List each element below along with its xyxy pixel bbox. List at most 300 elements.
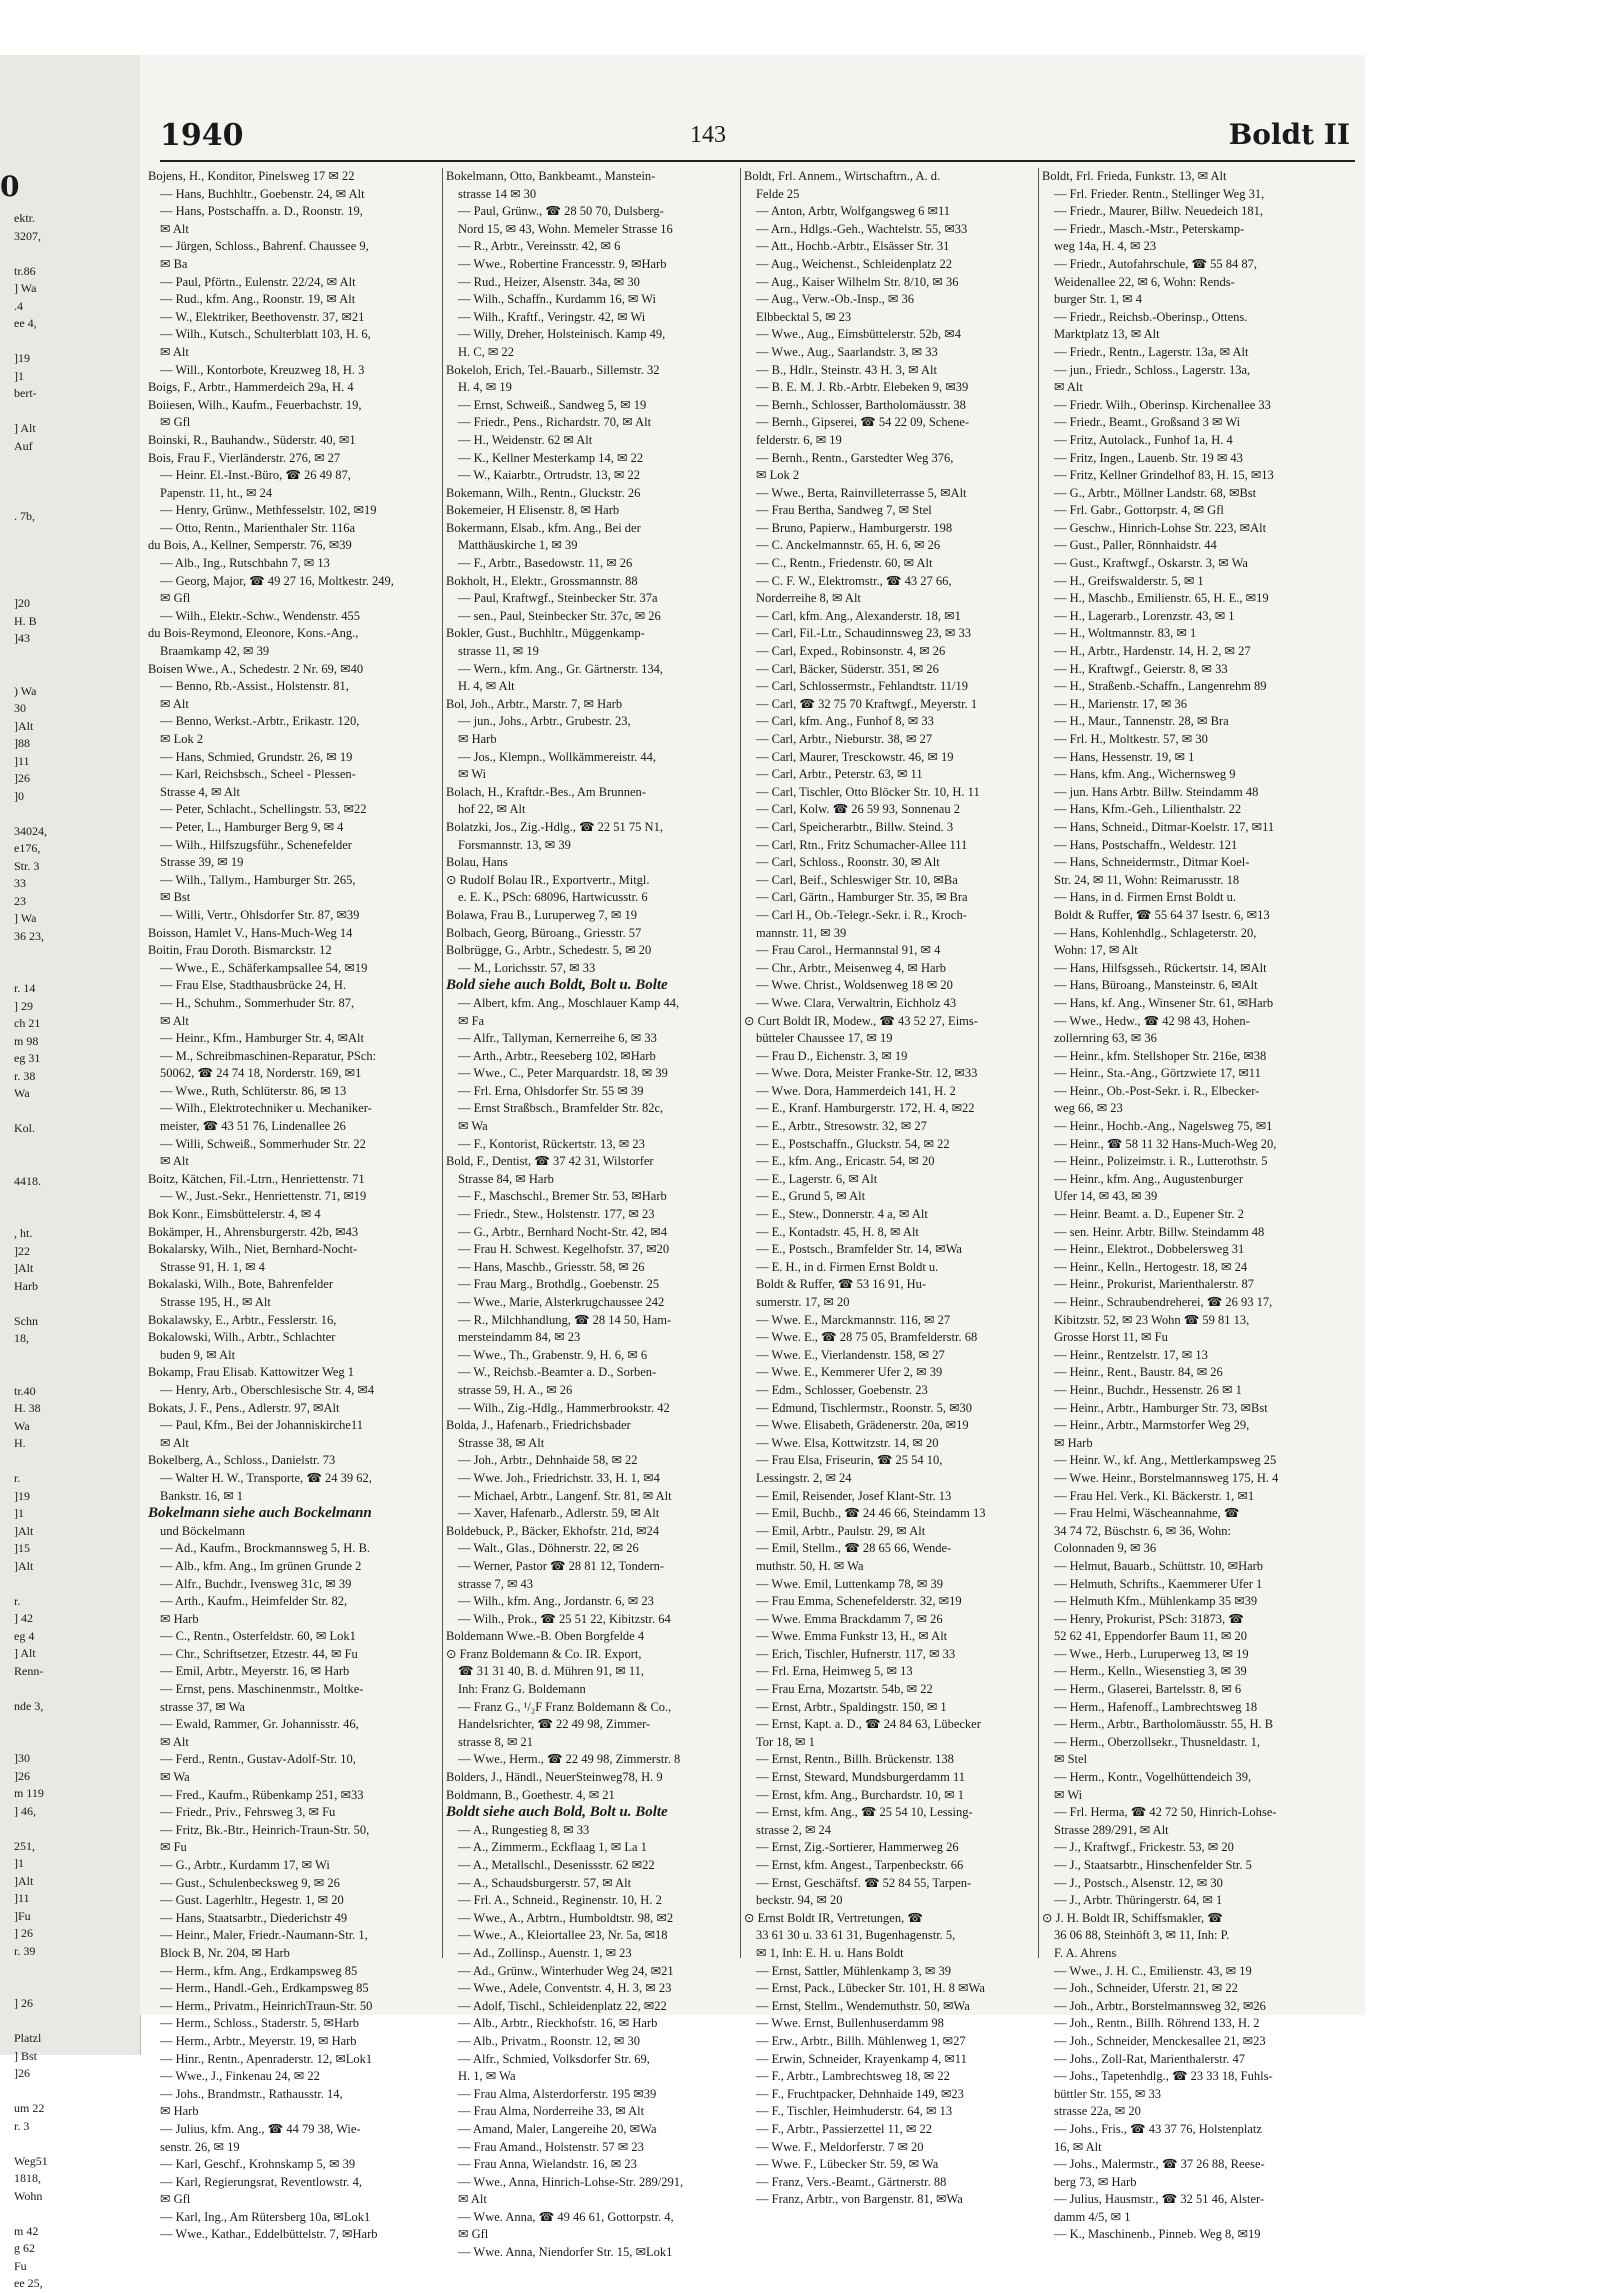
directory-entry: Boldmann, B., Goethestr. 4, ✉ 21 xyxy=(446,1787,615,1802)
directory-entry: — Edm., Schlosser, Goebenstr. 23 xyxy=(756,1382,928,1397)
directory-entry: — Herm., Arbtr., Bartholomäusstr. 55, H. B xyxy=(1054,1717,1274,1732)
directory-entry: — Heinr., Rent., Baustr. 84, ✉ 26 xyxy=(1054,1365,1223,1380)
directory-entry: Bok Konr., Eimsbüttelerstr. 4, ✉ 4 xyxy=(148,1207,321,1222)
directory-entry: — Wilh., Prok., ☎ 25 51 22, Kibitzstr. 64 xyxy=(458,1611,671,1626)
directory-entry: — Bruno, Papierw., Hamburgerstr. 198 xyxy=(756,520,953,535)
directory-entry: Forsmannstr. 13, ✉ 39 xyxy=(458,837,571,852)
directory-entry: — Wwe. Dora, Meister Franke-Str. 12, ✉33 xyxy=(756,1066,978,1081)
directory-entry: — Alfr., Tallyman, Kernerreihe 6, ✉ 33 xyxy=(458,1031,657,1046)
directory-entry: — Frl. A., Schneid., Reginenstr. 10, H. 2 xyxy=(458,1893,662,1908)
directory-entry: — Carl, Fil.-Ltr., Schaudinnsweg 23, ✉ 33 xyxy=(756,626,971,641)
directory-entry: — Emil, Reisender, Josef Klant-Str. 13 xyxy=(756,1488,952,1503)
header-rule xyxy=(160,160,1355,162)
directory-entry: — Hans, kfm. Ang., Wichernsweg 9 xyxy=(1054,767,1236,782)
directory-entry: ✉ Harb xyxy=(160,2104,199,2119)
directory-entry: ⊙ Curt Boldt IR, Modew., ☎ 43 52 27, Eims- xyxy=(744,1013,978,1028)
directory-entry: Bojens, H., Konditor, Pinelsweg 17 ✉ 22 xyxy=(148,169,355,183)
directory-entry: strasse 14 ✉ 30 xyxy=(458,186,537,201)
directory-entry: Bolach, H., Kraftdr.-Bes., Am Brunnen- xyxy=(446,784,646,799)
directory-entry: — Hinr., Rentn., Apenraderstr. 12, ✉Lok1 xyxy=(160,2051,373,2066)
directory-entry: — Wwe. E., Marckmannstr. 116, ✉ 27 xyxy=(756,1312,951,1327)
directory-entry: — Hans, Schneid., Ditmar-Koelstr. 17, ✉11 xyxy=(1054,819,1275,834)
directory-entry: — Friedr., Autofahrschule, ☎ 55 84 87, xyxy=(1054,256,1258,271)
directory-entry: — Fritz, Bk.-Btr., Heinrich-Traun-Str. 50, xyxy=(160,1822,370,1837)
directory-entry: — Ewald, Rammer, Gr. Johannisstr. 46, xyxy=(160,1717,359,1732)
directory-entry: — Heinr., kfm. Stellshoper Str. 216e, ✉38 xyxy=(1054,1048,1267,1063)
directory-entry: Bolatzki, Jos., Zig.-Hdlg., ☎ 22 51 75 N1, xyxy=(446,819,663,834)
directory-entry: — Carl, Arbtr., Nieburstr. 38, ✉ 27 xyxy=(756,732,933,746)
directory-entry: — Ernst, Sattler, Mühlenkamp 3, ✉ 39 xyxy=(756,1963,952,1978)
directory-entry: H. 4, ✉ Alt xyxy=(458,679,515,694)
directory-entry: — Carl, Maurer, Tresckowstr. 46, ✉ 19 xyxy=(756,749,954,764)
header-year: 1940 xyxy=(160,118,244,153)
directory-entry: — Erw., Arbtr., Billh. Mühlenweg 1, ✉27 xyxy=(756,2033,966,2048)
directory-entry: — Albert, kfm. Ang., Moschlauer Kamp 44, xyxy=(458,995,680,1010)
directory-entry: — Carl, ☎ 32 75 70 Kraftwgf., Meyerstr. 1 xyxy=(756,696,978,711)
directory-entry: Bokelmann, Otto, Bankbeamt., Manstein- xyxy=(446,169,656,183)
directory-entry: Bankstr. 16, ✉ 1 xyxy=(160,1488,244,1503)
directory-entry: — Wilh., Elektr.-Schw., Wendenstr. 455 xyxy=(160,608,360,623)
directory-entry: Block B, Nr. 204, ✉ Harb xyxy=(160,1945,290,1960)
directory-entry: Boigs, F., Arbtr., Hammerdeich 29a, H. 4 xyxy=(148,380,354,395)
directory-entry: — Wwe., Marie, Alsterkrugchaussee 242 xyxy=(458,1295,665,1309)
header-running-name: Boldt II xyxy=(1228,118,1350,151)
page-header xyxy=(160,118,1350,158)
directory-entry: — Herm., Arbtr., Meyerstr. 19, ✉ Harb xyxy=(160,2033,357,2048)
directory-entry: — Heinr., Maler, Friedr.-Naumann-Str. 1, xyxy=(160,1928,368,1943)
directory-entry: — Wwe., A., Kleiortallee 23, Nr. 5a, ✉18 xyxy=(458,1928,668,1943)
directory-entry: 16, ✉ Alt xyxy=(1054,2139,1102,2154)
cross-reference-heading: Bold siehe auch Boldt, Bolt u. Bolte xyxy=(446,977,668,994)
directory-entry: — G., Arbtr., Möllner Landstr. 68, ✉Bst xyxy=(1054,485,1257,500)
directory-entry: ✉ Lok 2 xyxy=(160,732,204,746)
directory-entry: — Anton, Arbtr, Wolfgangsweg 6 ✉11 xyxy=(756,204,951,219)
directory-entry: — H., Maur., Tannenstr. 28, ✉ Bra xyxy=(1054,714,1229,729)
directory-entry: — Joh., Arbtr., Dehnhaide 58, ✉ 22 xyxy=(458,1453,638,1468)
directory-entry: ✉ Wi xyxy=(1054,1787,1083,1802)
directory-entry: ✉ Alt xyxy=(160,696,189,711)
directory-entry: — Fritz, Ingen., Lauenb. Str. 19 ✉ 43 xyxy=(1054,450,1243,465)
directory-entry: — Frl. Erna, Heimweg 5, ✉ 13 xyxy=(756,1664,913,1679)
directory-entry: — Frl. Frieder. Rentn., Stellinger Weg 31, xyxy=(1054,186,1265,201)
directory-entry: — Carl, Exped., Robinsonstr. 4, ✉ 26 xyxy=(756,644,946,659)
directory-entry: berg 73, ✉ Harb xyxy=(1054,2174,1137,2189)
directory-entry: Bokalaski, Wilh., Bote, Bahrenfelder xyxy=(148,1277,333,1292)
directory-entry: — Hans, Schneidermstr., Ditmar Koel- xyxy=(1054,855,1250,870)
directory-entry: — Frau Alma, Alsterdorferstr. 195 ✉39 xyxy=(458,2086,657,2101)
directory-entry: weg 66, ✉ 23 xyxy=(1054,1101,1123,1116)
directory-entry: Boldemann Wwe.-B. Oben Borgfelde 4 xyxy=(446,1629,645,1644)
directory-entry: — F., Arbtr., Basedowstr. 11, ✉ 26 xyxy=(458,556,633,571)
directory-entry: — Carl, Arbtr., Peterstr. 63, ✉ 11 xyxy=(756,767,923,782)
directory-entry: Braamkamp 42, ✉ 39 xyxy=(160,644,270,659)
directory-entry: — Frau Anna, Wielandstr. 16, ✉ 23 xyxy=(458,2157,637,2172)
directory-entry: — Alb., Arbtr., Rieckhofstr. 16, ✉ Harb xyxy=(458,2016,658,2031)
directory-entry: — Ernst, pens. Maschinenmstr., Moltke- xyxy=(160,1682,364,1697)
directory-entry: — C., Rentn., Osterfeldstr. 60, ✉ Lok1 xyxy=(160,1629,356,1644)
directory-entry: — Franz G., ¹/₂F Franz Boldemann & Co., xyxy=(458,1699,672,1714)
directory-entry: — Friedr., Maurer, Billw. Neuedeich 181, xyxy=(1054,204,1264,219)
directory-entry: — Frl. H., Moltkestr. 57, ✉ 30 xyxy=(1054,732,1208,746)
directory-entry: — Wilh., Tallym., Hamburger Str. 265, xyxy=(160,872,356,887)
directory-entry: — Frau Carol., Hermannstal 91, ✉ 4 xyxy=(756,943,941,958)
directory-entry: — Heinr., Hochb.-Ang., Nagelsweg 75, ✉1 xyxy=(1054,1119,1273,1134)
directory-entry: — H., Straßenb.-Schaffn., Langenrehm 89 xyxy=(1054,679,1267,694)
directory-entry: ✉ Alt xyxy=(160,221,189,236)
directory-entry: — Wwe. Ernst, Bullenhuserdamm 98 xyxy=(756,2016,944,2031)
directory-entry: — Karl, Ing., Am Rütersberg 10a, ✉Lok1 xyxy=(160,2209,371,2224)
directory-entry: ✉ Alt xyxy=(1054,380,1083,395)
directory-entry: — Heinr., Polizeimstr. i. R., Lutterothstr. 5 xyxy=(1054,1154,1268,1169)
directory-entry: — Ernst, Kapt. a. D., ☎ 24 84 63, Lübecker xyxy=(756,1717,981,1732)
directory-entry: — Franz, Vers.-Beamt., Gärtnerstr. 88 xyxy=(756,2174,947,2189)
directory-entry: — Frl. Herma, ☎ 42 72 50, Hinrich-Lohse- xyxy=(1054,1805,1277,1820)
directory-entry: — H., Weidenstr. 62 ✉ Alt xyxy=(458,432,593,447)
directory-entry: — Chr., Arbtr., Meisenweg 4, ✉ Harb xyxy=(756,960,946,975)
directory-entry: — E., Arbtr., Stresowstr. 32, ✉ 27 xyxy=(756,1119,927,1134)
directory-entry: — H., Marienstr. 17, ✉ 36 xyxy=(1054,696,1188,711)
directory-entry: — Wwe., Aug., Saarlandstr. 3, ✉ 33 xyxy=(756,344,938,359)
directory-entry: — Wwe., Adele, Conventstr. 4, H. 3, ✉ 23 xyxy=(458,1981,672,1996)
directory-entry: — Ernst, Arbtr., Spaldingstr. 150, ✉ 1 xyxy=(756,1699,947,1714)
directory-entry: Kibitzstr. 52, ✉ 23 Wohn ☎ 59 81 13, xyxy=(1054,1312,1250,1327)
directory-entry: — Frau Amand., Holstenstr. 57 ✉ 23 xyxy=(458,2139,644,2154)
directory-entry: — Walt., Glas., Döhnerstr. 22, ✉ 26 xyxy=(458,1541,639,1556)
directory-entry: Strasse 84, ✉ Harb xyxy=(458,1171,554,1186)
directory-entry: — Wwe., Robertine Francesstr. 9, ✉Harb xyxy=(458,256,667,271)
directory-entry: Lessingstr. 2, ✉ 24 xyxy=(756,1470,852,1485)
directory-entry: ⊙ J. H. Boldt IR, Schiffsmakler, ☎ xyxy=(1042,1910,1223,1925)
directory-entry: — Willy, Dreher, Holsteinisch. Kamp 49, xyxy=(458,327,666,342)
directory-entry: — Heinr., Ob.-Post-Sekr. i. R., Elbecker- xyxy=(1054,1083,1260,1098)
directory-entry: — Hans, Staatsarbtr., Diederichstr 49 xyxy=(160,1910,348,1925)
directory-entry: ⊙ Rudolf Bolau IR., Exportvertr., Mitgl. xyxy=(446,872,650,887)
directory-entry: ✉ Alt xyxy=(160,1013,189,1028)
directory-entry: — Xaver, Hafenarb., Adlerstr. 59, ✉ Alt xyxy=(458,1506,660,1521)
directory-entry: — Paul, Pförtn., Eulenstr. 22/24, ✉ Alt xyxy=(160,274,356,289)
directory-entry: Matthäuskirche 1, ✉ 39 xyxy=(458,538,578,553)
directory-entry: ✉ Gfl xyxy=(160,2192,191,2207)
directory-entry: Boldt, Frl. Annem., Wirtschaftrn., A. d. xyxy=(744,169,941,183)
directory-entry: — Friedr., Priv., Fehrsweg 3, ✉ Fu xyxy=(160,1805,336,1820)
directory-entry: — Alb., Privatm., Roonstr. 12, ✉ 30 xyxy=(458,2033,641,2048)
directory-entry: — jun. Hans Arbtr. Billw. Steindamm 48 xyxy=(1054,784,1259,799)
directory-entry: — Carl, Rtn., Fritz Schumacher-Allee 111 xyxy=(756,837,968,852)
directory-entry: — Joh., Arbtr., Borstelmannsweg 32, ✉26 xyxy=(1054,1998,1266,2013)
directory-entry: felderstr. 6, ✉ 19 xyxy=(756,432,842,447)
directory-entry: — Ad., Grünw., Winterhuder Weg 24, ✉21 xyxy=(458,1963,674,1978)
directory-entry: — H., Woltmannstr. 83, ✉ 1 xyxy=(1054,626,1197,641)
directory-entry: Handelsrichter, ☎ 22 49 98, Zimmer- xyxy=(458,1717,651,1732)
directory-entry: damm 4/5, ✉ 1 xyxy=(1054,2209,1131,2224)
directory-entry: buden 9, ✉ Alt xyxy=(160,1347,236,1362)
directory-entry: — F., Fruchtpacker, Dehnhaide 149, ✉23 xyxy=(756,2086,964,2101)
directory-entry: — Ernst Straßbsch., Bramfelder Str. 82c, xyxy=(458,1101,664,1116)
directory-entry: — Willi, Schweiß., Sommerhuder Str. 22 xyxy=(160,1136,366,1151)
directory-entry: — Amand, Maler, Langereihe 20, ✉Wa xyxy=(458,2121,657,2136)
directory-entry: — H., Kraftwgf., Geierstr. 8, ✉ 33 xyxy=(1054,661,1228,676)
directory-entry: — Wilh., Kraftf., Veringstr. 42, ✉ Wi xyxy=(458,309,646,324)
directory-entry: — Aug., Kaiser Wilhelm Str. 8/10, ✉ 36 xyxy=(756,274,959,289)
directory-entry: — Ernst, Schweiß., Sandweg 5, ✉ 19 xyxy=(458,397,647,412)
directory-entry: Bois, Frau F., Vierländerstr. 276, ✉ 27 xyxy=(148,450,341,465)
directory-entry: ✉ Alt xyxy=(160,1154,189,1169)
directory-entry: — Heinr., Arbtr., Marmstorfer Weg 29, xyxy=(1054,1418,1250,1433)
directory-entry: — F., Kontorist, Rückertstr. 13, ✉ 23 xyxy=(458,1136,645,1151)
directory-entry: — Heinr. Beamt. a. D., Eupener Str. 2 xyxy=(1054,1207,1244,1222)
directory-entry: — Frau Erna, Mozartstr. 54b, ✉ 22 xyxy=(756,1682,933,1697)
directory-entry: — Hans, Hessenstr. 19, ✉ 1 xyxy=(1054,749,1195,764)
directory-entry: — Benno, Werkst.-Arbtr., Erikastr. 120, xyxy=(160,714,360,729)
directory-entry: Bolbrügge, G., Arbtr., Schedestr. 5, ✉ 20 xyxy=(446,943,652,958)
directory-entry: Bokeloh, Erich, Tel.-Bauarb., Sillemstr. 32 xyxy=(446,362,660,377)
directory-entry: — Wwe., J., Finkenau 24, ✉ 22 xyxy=(160,2069,320,2084)
directory-entry: — Wwe. E., Kemmerer Ufer 2, ✉ 39 xyxy=(756,1365,943,1380)
directory-entry: — Wwe. Elisabeth, Grädenerstr. 20a, ✉19 xyxy=(756,1418,969,1433)
directory-entry: — Friedr. Wilh., Oberinsp. Kirchenallee 33 xyxy=(1054,397,1271,412)
directory-entry: 34 74 72, Büschstr. 6, ✉ 36, Wohn: xyxy=(1054,1523,1231,1538)
directory-entry: — Gust., Paller, Rönnhaidstr. 44 xyxy=(1054,538,1217,553)
directory-entry: meister, ☎ 43 51 76, Lindenallee 26 xyxy=(160,1119,346,1134)
directory-entry: — Johs., Malermstr., ☎ 37 26 88, Reese- xyxy=(1054,2157,1265,2172)
column-1 xyxy=(148,168,438,2244)
directory-entry: — Johs., Brandmstr., Rathausstr. 14, xyxy=(160,2086,343,2101)
directory-entry: — Wwe., Aug., Eimsbüttelerstr. 52b, ✉4 xyxy=(756,327,962,342)
directory-entry: — Ernst, Rentn., Billh. Brückenstr. 138 xyxy=(756,1752,954,1767)
directory-entry: — Wwe. Christ., Woldsenweg 18 ✉ 20 xyxy=(756,978,953,993)
directory-entry: Marktplatz 13, ✉ Alt xyxy=(1054,327,1160,342)
directory-entry: — Heinr., Sta.-Ang., Görtzwiete 17, ✉11 xyxy=(1054,1066,1261,1081)
column-2 xyxy=(446,168,736,2262)
directory-entry: 50062, ☎ 24 74 18, Norderstr. 169, ✉1 xyxy=(160,1066,362,1081)
directory-entry: Boldt & Ruffer, ☎ 53 16 91, Hu- xyxy=(756,1277,927,1292)
directory-entry: — Wwe. Emil, Luttenkamp 78, ✉ 39 xyxy=(756,1576,943,1591)
directory-entry: — K., Maschinenb., Pinneb. Weg 8, ✉19 xyxy=(1054,2227,1261,2242)
directory-entry: ✉ Ba xyxy=(160,256,188,271)
directory-entry: — Fred., Kaufm., Rübenkamp 251, ✉33 xyxy=(160,1787,364,1802)
directory-entry: — F., Arbtr., Passierzettel 11, ✉ 22 xyxy=(756,2121,933,2136)
directory-entry: muthstr. 50, H. ✉ Wa xyxy=(756,1558,864,1573)
directory-entry: — H., Maschb., Emilienstr. 65, H. E., ✉19 xyxy=(1054,591,1269,606)
directory-entry: — Edmund, Tischlermstr., Roonstr. 5, ✉30 xyxy=(756,1400,973,1415)
directory-entry: — Wwe. Anna, Niendorfer Str. 15, ✉Lok1 xyxy=(458,2245,673,2260)
directory-entry: — Heinr., ☎ 58 11 32 Hans-Much-Weg 20, xyxy=(1054,1136,1277,1151)
column-divider xyxy=(442,168,443,1958)
directory-entry: — Ernst, kfm. Ang., ☎ 25 54 10, Lessing- xyxy=(756,1805,973,1820)
directory-entry: Boldt & Ruffer, ☎ 55 64 37 Isestr. 6, ✉13 xyxy=(1054,907,1270,922)
directory-entry: ✉ Bst xyxy=(160,890,191,905)
directory-entry: — H., Arbtr., Hardenstr. 14, H. 2, ✉ 27 xyxy=(1054,644,1251,659)
directory-entry: — Walter H. W., Transporte, ☎ 24 39 62, xyxy=(160,1470,372,1485)
directory-entry: — Arn., Hdlgs.-Geh., Wachtelstr. 55, ✉33 xyxy=(756,221,968,236)
directory-entry: — Hans, kf. Ang., Winsener Str. 61, ✉Harb xyxy=(1054,995,1274,1010)
directory-entry: — Alfr., Schmied, Volksdorfer Str. 69, xyxy=(458,2051,650,2066)
cross-reference-heading: Boldt siehe auch Bold, Bolt u. Bolte xyxy=(446,1804,668,1821)
directory-entry: — Ad., Kaufm., Brockmannsweg 5, H. B. xyxy=(160,1541,371,1556)
directory-entry: — Heinr. W., kf. Ang., Mettlerkampsweg 25 xyxy=(1054,1453,1277,1468)
directory-entry: — Julius, Hausmstr., ☎ 32 51 46, Alster- xyxy=(1054,2192,1265,2207)
directory-entry: — Wwe. Heinr., Borstelmannsweg 175, H. 4 xyxy=(1054,1470,1279,1485)
directory-entry: ✉ Wa xyxy=(458,1119,488,1134)
directory-entry: — Rud., Heizer, Alsenstr. 34a, ✉ 30 xyxy=(458,274,640,289)
directory-entry: — Ernst, Geschäftsf. ☎ 52 84 55, Tarpen- xyxy=(756,1875,972,1890)
directory-entry: — W., Just.-Sekr., Henriettenstr. 71, ✉19 xyxy=(160,1189,367,1204)
previous-page-strip xyxy=(0,55,141,2290)
directory-entry: mersteindamm 84, ✉ 23 xyxy=(458,1330,581,1345)
directory-entry: — Ernst, Stellm., Wendemuthstr. 50, ✉Wa xyxy=(756,1998,970,2013)
directory-entry: — A., Metallschl., Desenissstr. 62 ✉22 xyxy=(458,1858,655,1872)
directory-entry: — jun., Friedr., Schloss., Lagerstr. 13a, xyxy=(1054,362,1251,377)
directory-entry: ✉ Fu xyxy=(160,1840,187,1855)
directory-entry: — Werner, Pastor ☎ 28 81 12, Tondern- xyxy=(458,1558,665,1573)
directory-entry: H. C, ✉ 22 xyxy=(458,344,514,359)
directory-entry: — Wwe., Hedw., ☎ 42 98 43, Hohen- xyxy=(1054,1013,1250,1028)
directory-entry: — F., Maschschl., Bremer Str. 53, ✉Harb xyxy=(458,1189,667,1204)
directory-entry: — Herm., Handl.-Geh., Erdkampsweg 85 xyxy=(160,1981,369,1996)
directory-entry: — J., Postsch., Alsenstr. 12, ✉ 30 xyxy=(1054,1875,1223,1890)
directory-entry: — Carl H., Ob.-Telegr.-Sekr. i. R., Kroch- xyxy=(756,907,967,922)
column-divider xyxy=(740,168,741,1958)
directory-entry: — sen., Paul, Steinbecker Str. 37c, ✉ 26 xyxy=(458,608,661,623)
directory-entry: senstr. 26, ✉ 19 xyxy=(160,2139,240,2154)
directory-entry: ✉ Alt xyxy=(160,344,189,359)
directory-entry: Weidenallee 22, ✉ 6, Wohn: Rends- xyxy=(1054,274,1235,289)
directory-entry: ⊙ Ernst Boldt IR, Vertretungen, ☎ xyxy=(744,1910,923,1925)
directory-entry: F. A. Ahrens xyxy=(1054,1945,1117,1960)
directory-entry: — Geschw., Hinrich-Lohse Str. 223, ✉Alt xyxy=(1054,520,1267,535)
directory-entry: — Heinr., Kelln., Hertogestr. 18, ✉ 24 xyxy=(1054,1259,1248,1274)
directory-entry: Bokalowski, Wilh., Arbtr., Schlachter xyxy=(148,1330,336,1345)
directory-entry: — Helmuth, Schrifts., Kaemmerer Ufer 1 xyxy=(1054,1576,1263,1591)
directory-entry: — Wwe. F., Lübecker Str. 59, ✉ Wa xyxy=(756,2157,939,2172)
directory-entry: — Bernh., Schlosser, Bartholomäusstr. 38 xyxy=(756,397,966,412)
directory-entry: — Gust. Lagerhltr., Hegestr. 1, ✉ 20 xyxy=(160,1893,344,1908)
directory-entry: strasse 7, ✉ 43 xyxy=(458,1576,534,1591)
directory-entry: — Julius, kfm. Ang., ☎ 44 79 38, Wie- xyxy=(160,2121,361,2136)
directory-entry: Bokemann, Wilh., Rentn., Gluckstr. 26 xyxy=(446,485,641,500)
directory-entry: — Herm., Oberzollsekr., Thusneldastr. 1, xyxy=(1054,1734,1260,1749)
directory-entry: ✉ Stel xyxy=(1054,1752,1088,1767)
directory-entry: — Franz, Arbtr., von Bargenstr. 81, ✉Wa xyxy=(756,2192,963,2207)
directory-entry: Bolders, J., Händl., NeuerSteinweg78, H. 9 xyxy=(446,1770,663,1785)
directory-entry: — Alb., kfm. Ang., Im grünen Grunde 2 xyxy=(160,1558,362,1573)
directory-entry: — Frau H. Schwest. Kegelhofstr. 37, ✉20 xyxy=(458,1242,670,1257)
directory-entry: strasse 8, ✉ 21 xyxy=(458,1734,534,1749)
directory-entry: zollernring 63, ✉ 36 xyxy=(1054,1031,1157,1046)
directory-entry: Colonnaden 9, ✉ 36 xyxy=(1054,1541,1157,1556)
directory-entry: — Hans, Schmied, Grundstr. 26, ✉ 19 xyxy=(160,749,353,764)
directory-entry: — E. H., in d. Firmen Ernst Boldt u. xyxy=(756,1259,939,1274)
page-number: 143 xyxy=(690,122,726,148)
directory-entry: — Ad., Zollinsp., Auenstr. 1, ✉ 23 xyxy=(458,1945,632,1960)
directory-entry: — Wwe., A., Arbtrn., Humboldtstr. 98, ✉2 xyxy=(458,1910,674,1925)
directory-entry: — Wwe. Emma Brackdamm 7, ✉ 26 xyxy=(756,1611,943,1626)
directory-entry: — Paul, Kraftwgf., Steinbecker Str. 37a xyxy=(458,591,658,606)
directory-entry: Bokemeier, H Elisenstr. 8, ✉ Harb xyxy=(446,503,620,518)
directory-entry: Bokermann, Elsab., kfm. Ang., Bei der xyxy=(446,520,641,535)
directory-entry: Bolau, Hans xyxy=(446,855,508,870)
directory-entry: — H., Lagerarb., Lorenzstr. 43, ✉ 1 xyxy=(1054,608,1235,623)
column-4 xyxy=(1042,168,1352,2244)
directory-entry: Tor 18, ✉ 1 xyxy=(756,1734,815,1749)
directory-entry: — Herm., Hafenoff., Lambrechtsweg 18 xyxy=(1054,1699,1258,1714)
directory-entry: — Frau Helmi, Wäscheannahme, ☎ xyxy=(1054,1506,1240,1521)
directory-entry: — Jos., Klempn., Wollkämmereistr. 44, xyxy=(458,749,657,764)
directory-entry: Boinski, R., Bauhandw., Süderstr. 40, ✉1 xyxy=(148,432,356,447)
directory-entry: — J., Staatsarbtr., Hinschenfelder Str. 5 xyxy=(1054,1858,1252,1872)
directory-entry: — E., Stew., Donnerstr. 4 a, ✉ Alt xyxy=(756,1207,928,1222)
directory-entry: — Wwe., Anna, Hinrich-Lohse-Str. 289/291, xyxy=(458,2174,684,2189)
directory-entry: Bokalarsky, Wilh., Niet, Bernhard-Nocht- xyxy=(148,1242,358,1257)
directory-entry: — Ferd., Rentn., Gustav-Adolf-Str. 10, xyxy=(160,1752,356,1767)
directory-entry: strasse 11, ✉ 19 xyxy=(458,644,539,659)
directory-entry: — Hans, Postschaffn., Weldestr. 121 xyxy=(1054,837,1238,852)
directory-entry: — Carl, Bäcker, Süderstr. 351, ✉ 26 xyxy=(756,661,939,676)
directory-entry: — J., Kraftwgf., Frickestr. 53, ✉ 20 xyxy=(1054,1840,1234,1855)
directory-entry: — C., Rentn., Friedenstr. 60, ✉ Alt xyxy=(756,556,933,571)
directory-entry: ✉ Fa xyxy=(458,1013,485,1028)
directory-entry: — Ernst, Steward, Mundsburgerdamm 11 xyxy=(756,1770,966,1785)
directory-entry: — Wwe. E., Vierlandenstr. 158, ✉ 27 xyxy=(756,1347,945,1362)
directory-entry: strasse 59, H. A., ✉ 26 xyxy=(458,1382,573,1397)
directory-entry: Strasse 91, H. 1, ✉ 4 xyxy=(160,1259,265,1274)
directory-entry: Bokholt, H., Elektr., Grossmannstr. 88 xyxy=(446,573,638,588)
directory-entry: sumerstr. 17, ✉ 20 xyxy=(756,1295,850,1309)
directory-entry: — Georg, Major, ☎ 49 27 16, Moltkestr. 249, xyxy=(160,573,394,588)
directory-entry: — Carl, Speicherarbtr., Billw. Steind. 3 xyxy=(756,819,954,834)
directory-entry: — Friedr., Rentn., Lagerstr. 13a, ✉ Alt xyxy=(1054,344,1249,359)
directory-entry: — Friedr., Pens., Richardstr. 70, ✉ Alt xyxy=(458,415,652,430)
directory-entry: — C. F. W., Elektromstr., ☎ 43 27 66, xyxy=(756,573,952,588)
directory-entry: — Hans, in d. Firmen Ernst Boldt u. xyxy=(1054,890,1236,905)
directory-entry: Strasse 39, ✉ 19 xyxy=(160,855,244,870)
directory-entry: — Ernst, kfm. Ang., Burchardstr. 10, ✉ 1 xyxy=(756,1787,965,1802)
directory-entry: — Heinr., Prokurist, Marienthalerstr. 87 xyxy=(1054,1277,1254,1292)
directory-entry: — Emil, Buchb., ☎ 24 46 66, Steindamm 13 xyxy=(756,1506,986,1521)
directory-entry: — Peter, Schlacht., Schellingstr. 53, ✉22 xyxy=(160,802,367,817)
directory-entry: — K., Kellner Mesterkamp 14, ✉ 22 xyxy=(458,450,644,465)
directory-entry: Inh: Franz G. Boldemann xyxy=(458,1682,586,1697)
directory-entry: ✉ Alt xyxy=(160,1435,189,1450)
directory-entry: ✉ Harb xyxy=(1054,1435,1093,1450)
directory-entry: — Frau Else, Stadthausbrücke 24, H. xyxy=(160,978,347,993)
directory-entry: Elbbecktal 5, ✉ 23 xyxy=(756,309,852,324)
directory-entry: ✉ Gfl xyxy=(160,591,191,606)
directory-entry: e. E. K., PSch: 68096, Hartwicusstr. 6 xyxy=(458,890,648,905)
directory-entry: — Erich, Tischler, Hufnerstr. 117, ✉ 33 xyxy=(756,1646,956,1661)
directory-entry: — Henry, Grünw., Methfesselstr. 102, ✉19 xyxy=(160,503,377,518)
directory-entry: 36 06 88, Steinhöft 3, ✉ 11, Inh: P. xyxy=(1054,1928,1230,1943)
directory-entry: ✉ Harb xyxy=(458,732,497,746)
directory-entry: — Henry, Arb., Oberschlesische Str. 4, ✉4 xyxy=(160,1382,375,1397)
directory-entry: büttler Str. 155, ✉ 33 xyxy=(1054,2086,1162,2101)
directory-entry: — Herm., Privatm., HeinrichTraun-Str. 50 xyxy=(160,1998,373,2013)
directory-entry: Grosse Horst 11, ✉ Fu xyxy=(1054,1330,1168,1345)
directory-entry: — Karl, Reichsbsch., Scheel - Plessen- xyxy=(160,767,356,782)
directory-entry: — Wwe. Joh., Friedrichstr. 33, H. 1, ✉4 xyxy=(458,1470,660,1485)
directory-entry: H. 4, ✉ 19 xyxy=(458,380,512,395)
directory-entry: — E., Kontadstr. 45, H. 8, ✉ Alt xyxy=(756,1224,919,1239)
directory-entry: — Wern., kfm. Ang., Gr. Gärtnerstr. 134, xyxy=(458,661,663,676)
directory-entry: — Heinr., Schraubendreherei, ☎ 26 93 17, xyxy=(1054,1295,1273,1309)
directory-entry: — Otto, Rentn., Marienthaler Str. 116a xyxy=(160,520,355,535)
directory-entry: — H., Schuhm., Sommerhuder Str. 87, xyxy=(160,995,355,1010)
directory-entry: — Chr., Schriftsetzer, Etzestr. 44, ✉ Fu xyxy=(160,1646,358,1661)
directory-entry: Bolda, J., Hafenarb., Friedrichsbader xyxy=(446,1418,631,1433)
directory-entry: Bokamp, Frau Elisab. Kattowitzer Weg 1 xyxy=(148,1365,355,1380)
directory-entry: — Michael, Arbtr., Langenf. Str. 81, ✉ Alt xyxy=(458,1488,672,1503)
directory-entry: — Wwe. F., Meldorferstr. 7 ✉ 20 xyxy=(756,2139,924,2154)
